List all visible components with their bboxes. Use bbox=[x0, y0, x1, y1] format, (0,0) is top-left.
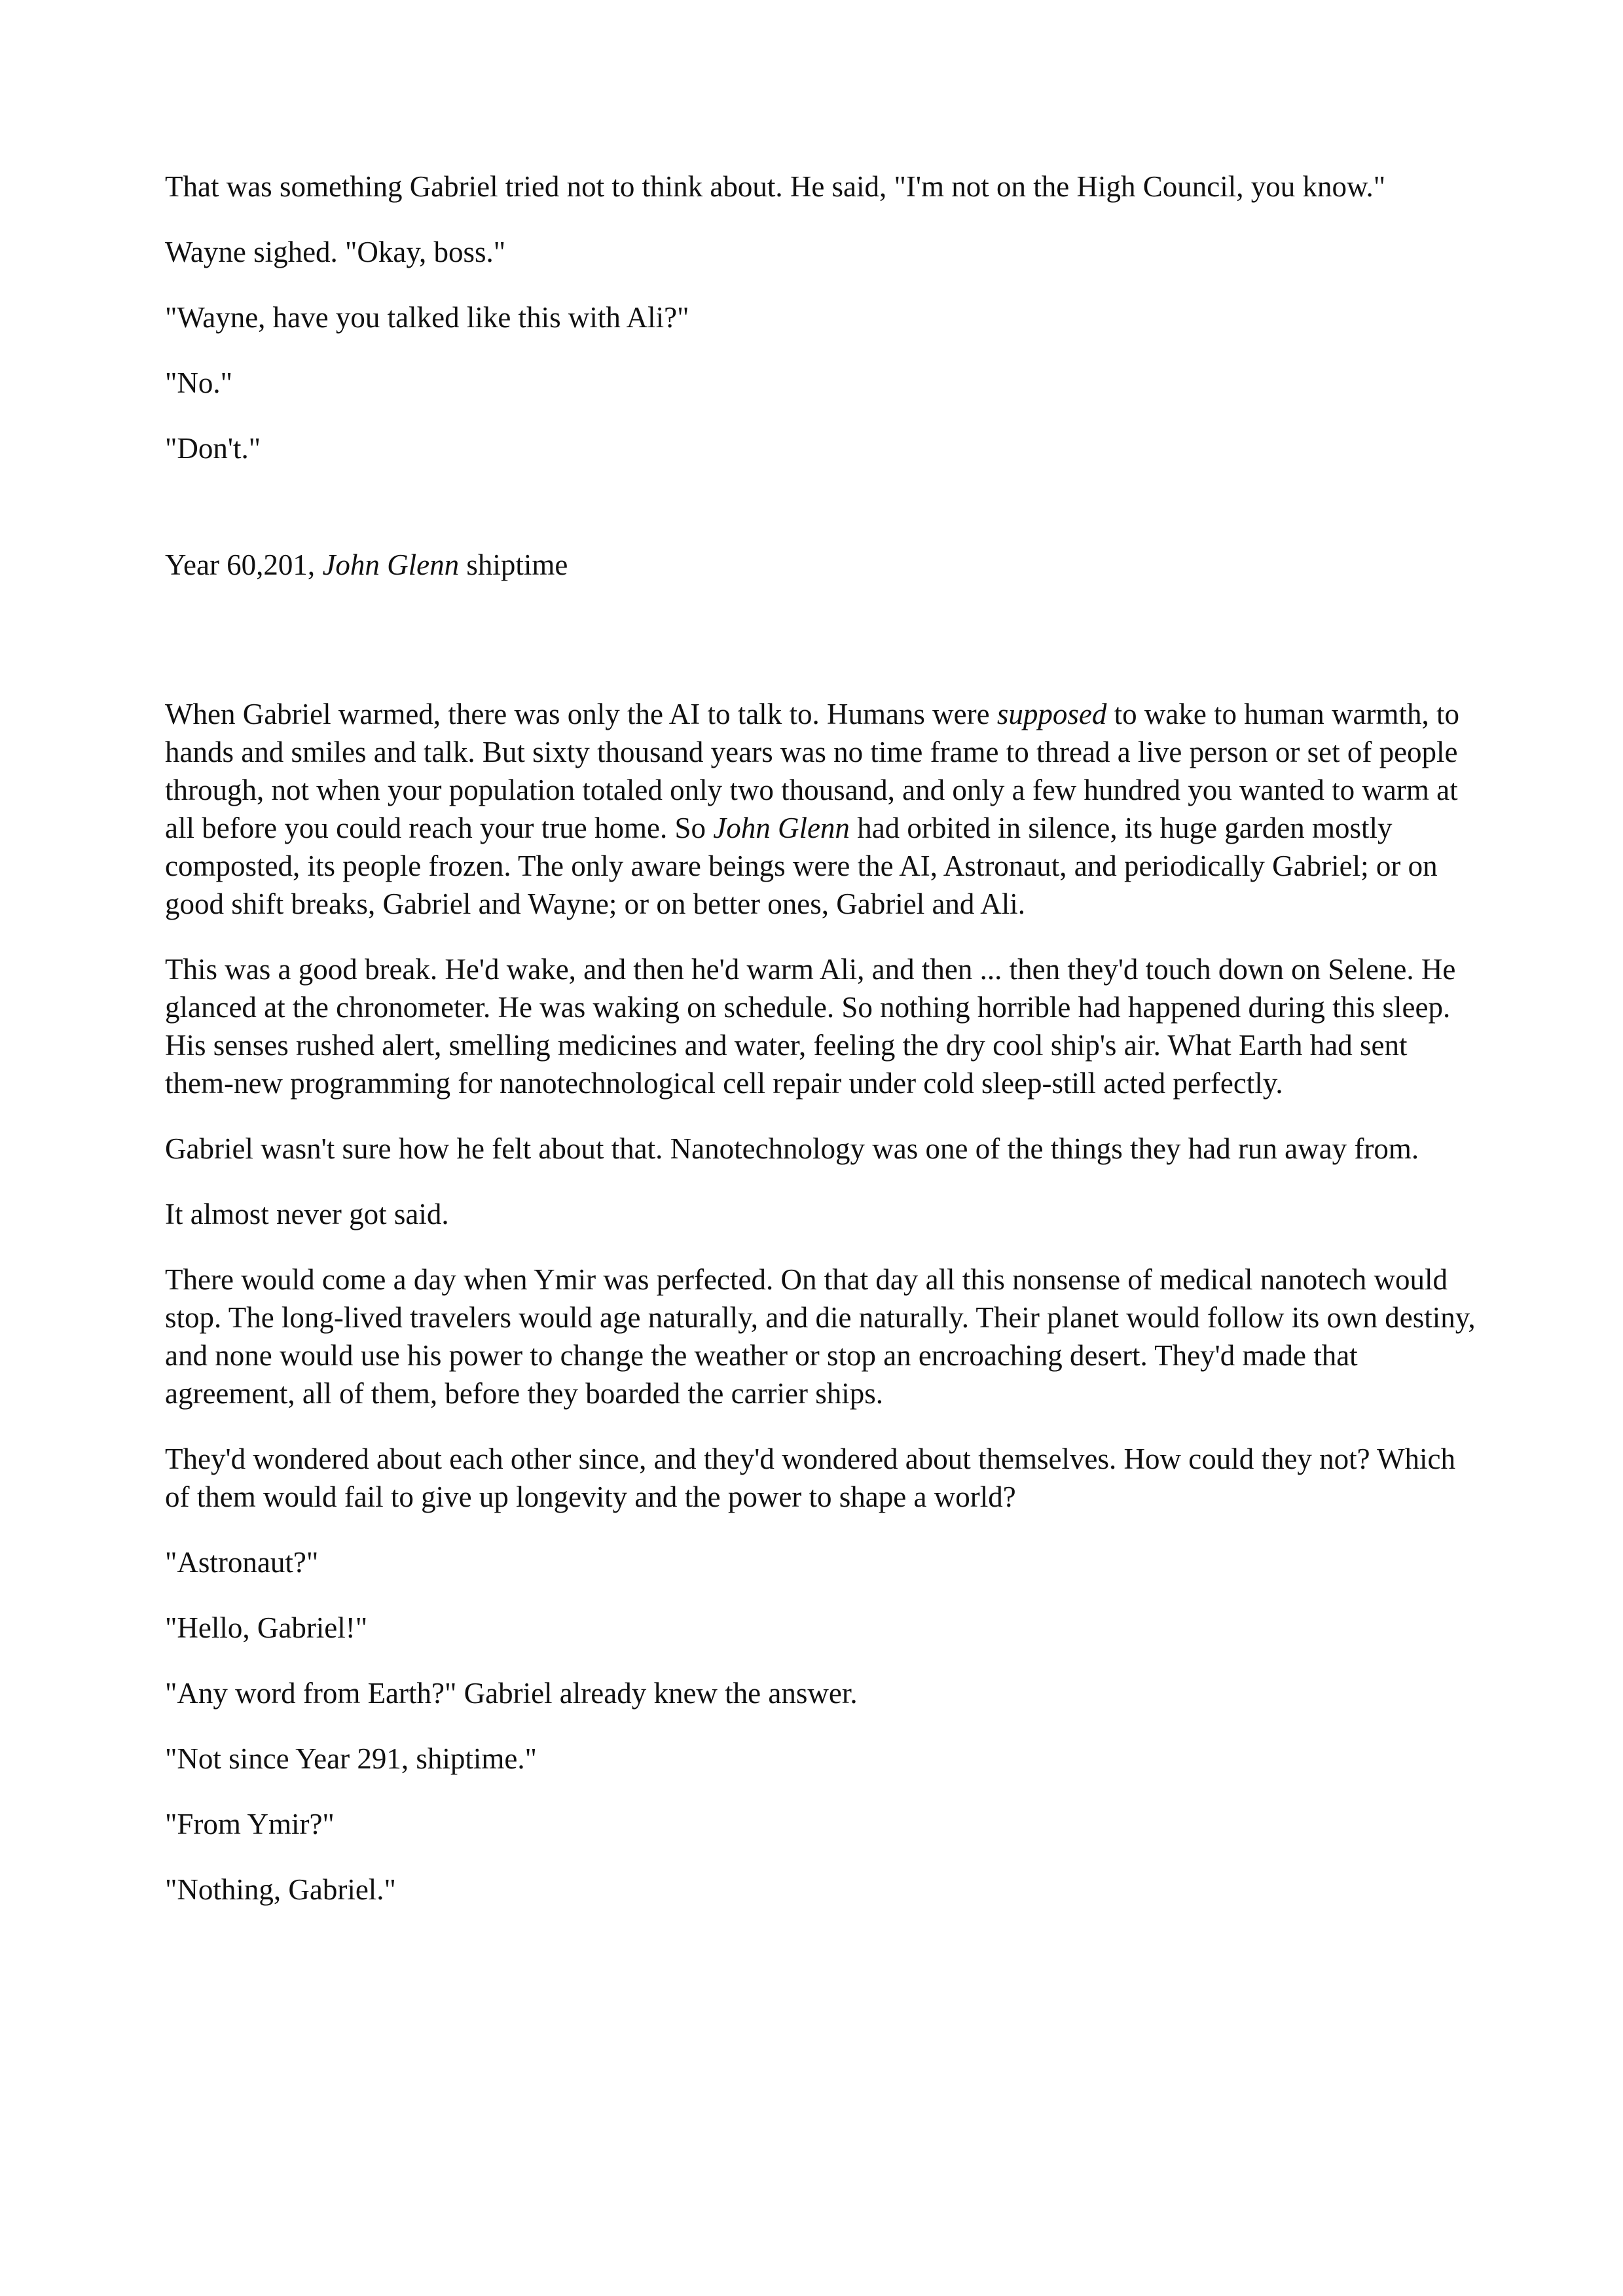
paragraph: "Wayne, have you talked like this with Ali?" bbox=[165, 301, 689, 334]
paragraph: It almost never got said. bbox=[165, 1198, 449, 1230]
paragraph-text: had orbited in silence, its huge garden mostly composted, its people frozen. The only aware beings were the AI, Astronaut, and periodically Gabriel; or on good shift breaks, Gabriel and Wayne; or on better ones, Gabriel and Ali. bbox=[165, 812, 1438, 920]
paragraph: "No." bbox=[165, 367, 232, 399]
paragraph: Wayne sighed. "Okay, boss." bbox=[165, 236, 506, 268]
paragraph: There would come a day when Ymir was perfected. On that day all this nonsense of medical nanotech would stop. The long-lived travelers would age naturally, and die naturally. Their planet would follow its own destiny, and none would use his power to change the weather or stop an encroaching desert. They'd made that agreement, all of them, before they boarded the carrier ships. bbox=[165, 1263, 1476, 1410]
section-heading bbox=[165, 546, 1481, 584]
emphasis-text: supposed bbox=[996, 698, 1107, 730]
paragraph: "Nothing, Gabriel." bbox=[165, 1873, 396, 1906]
paragraph-text: When Gabriel warmed, there was only the AI to talk to. Humans were bbox=[165, 698, 997, 730]
section-heading-suffix: shiptime bbox=[459, 548, 568, 581]
paragraph-text: to wake to human warmth, to hands and smiles and talk. But sixty thousand years was no time frame to thread a live person or set of people through, not when your population totaled only two thousand, and only a few hundred you wanted to warm at all before you could reach your true home. So bbox=[165, 698, 1459, 844]
paragraph: "Astronaut?" bbox=[165, 1546, 319, 1579]
paragraph: "Don't." bbox=[165, 432, 261, 465]
section-heading-prefix: Year 60,201, bbox=[165, 548, 323, 581]
paragraph: "Any word from Earth?" Gabriel already knew the answer. bbox=[165, 1677, 858, 1710]
paragraph: They'd wondered about each other since, and they'd wondered about themselves. How could they not? Which of them would fail to give up longevity and the power to shape a world? bbox=[165, 1443, 1456, 1513]
paragraph: "Not since Year 291, shiptime." bbox=[165, 1742, 537, 1775]
section-heading-ship-name: John Glenn bbox=[322, 548, 460, 581]
text-column bbox=[165, 168, 1481, 1936]
paragraph: That was something Gabriel tried not to think about. He said, "I'm not on the High Council, you know." bbox=[165, 170, 1386, 203]
ship-name-text: John Glenn bbox=[713, 812, 850, 844]
paragraph-warmed bbox=[165, 695, 1481, 923]
paragraph: "Hello, Gabriel!" bbox=[165, 1611, 368, 1644]
paragraph: "From Ymir?" bbox=[165, 1808, 335, 1840]
paragraph: Gabriel wasn't sure how he felt about that. Nanotechnology was one of the things they had run away from. bbox=[165, 1132, 1419, 1165]
paragraph: This was a good break. He'd wake, and then he'd warm Ali, and then ... then they'd touch down on Selene. He glanced at the chronometer. He was waking on schedule. So nothing horrible had happened during this sleep. His senses rushed alert, smelling medicines and water, feeling the dry cool ship's air. What Earth had sent them-new programming for nanotechnological cell repair under cold sleep-still acted perfectly. bbox=[165, 953, 1456, 1100]
